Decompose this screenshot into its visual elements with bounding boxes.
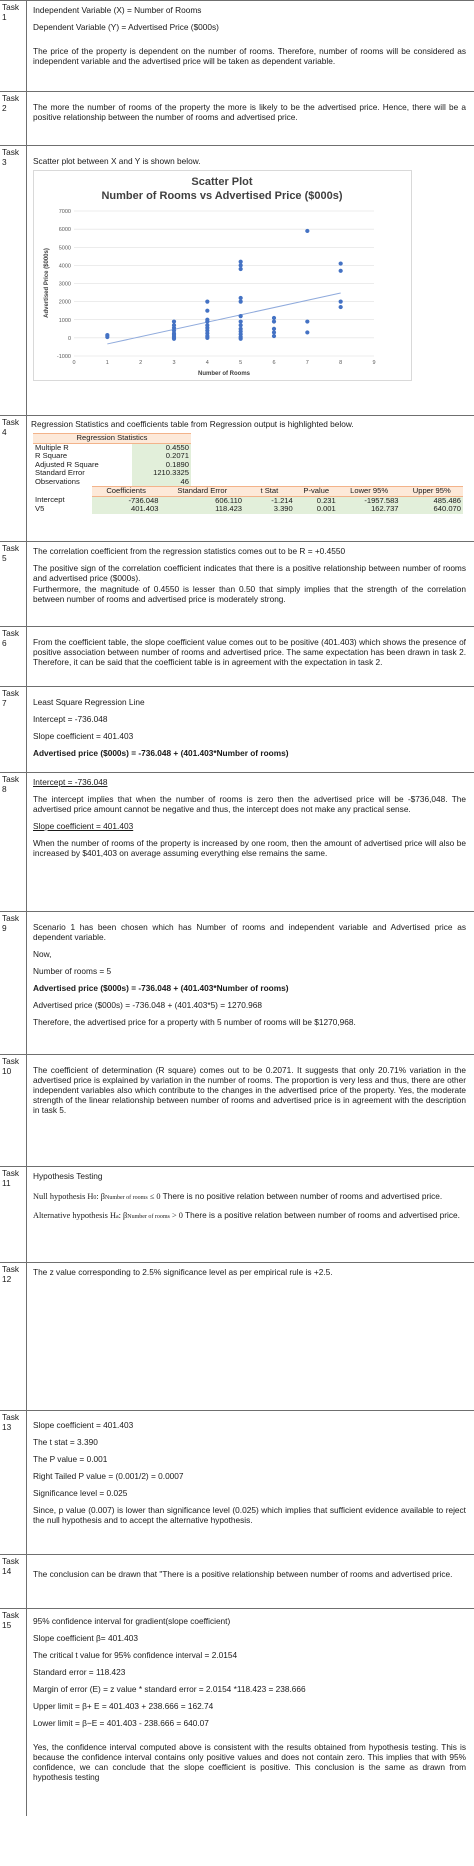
- task10-text: The coefficient of determination (R square) comes out to be 0.2071. It suggests that only 20.71% variation in the advertised price is explained by variation in the number of rooms. The proportion is very less and thus, there are other independent variables also which contribute to the changes in the advertised price of the property. Yes, the moderate strength of the linear relationship between number of rooms and advertised price is in agreement with the description in task 5.: [33, 1065, 466, 1115]
- data-point: [339, 261, 343, 265]
- data-point: [239, 337, 243, 341]
- slope-explanation: When the number of rooms of the property is increased by one room, then the amount of advertised price will also be increased by $401,403 on average assuming everything else remains the same.: [33, 838, 466, 858]
- alt-relation: > 0: [169, 1211, 183, 1220]
- data-point: [205, 309, 209, 313]
- chart-title: Scatter Plot: [191, 176, 253, 188]
- chart-subtitle: Number of Rooms vs Advertised Price ($000s): [101, 190, 343, 202]
- task4-text: Regression Statistics and coefficients table from Regression output is highlighted below.: [31, 419, 354, 429]
- stat-label: Adjusted R Square: [33, 461, 132, 470]
- data-point: [305, 229, 309, 233]
- task9-conclusion: Therefore, the advertised price for a property with 5 number of rooms will be $1270,968.: [33, 1017, 356, 1027]
- task-label: Task 15: [0, 1609, 27, 1816]
- task-label: Task 7: [0, 687, 27, 772]
- task-label: Task 5: [0, 542, 27, 626]
- stat-value: 1210.3325: [132, 469, 191, 478]
- coef-cell: 401.403: [92, 505, 161, 514]
- task-content: [27, 627, 474, 686]
- task3-text: Scatter plot between X and Y is shown below.: [33, 156, 201, 166]
- slope-heading: Slope coefficient = 401.403: [33, 821, 134, 831]
- task-label: Task 4: [0, 416, 27, 541]
- x-tick-label: 6: [272, 360, 276, 366]
- data-point: [305, 330, 309, 334]
- x-tick-label: 1: [105, 360, 109, 366]
- task-content: [27, 542, 474, 626]
- x-tick-label: 7: [305, 360, 309, 366]
- task15-l3: The critical t value for 95% confidence interval = 2.0154: [33, 1650, 238, 1660]
- null-prefix: Null hypothesis H: [33, 1192, 94, 1201]
- data-point: [272, 319, 276, 323]
- task-row-9: [0, 912, 474, 1055]
- task-content: [27, 146, 474, 415]
- alt-beta: : β: [118, 1211, 128, 1220]
- y-tick-label: 2000: [58, 299, 71, 306]
- y-axis-label: Advertised Price ($000s): [44, 248, 50, 318]
- scatter-svg: [34, 171, 411, 380]
- task14-text: The conclusion can be drawn that "There is a positive relationship between number of rooms and advertised price.: [33, 1569, 453, 1579]
- data-point: [172, 337, 176, 341]
- task-content: [27, 1411, 474, 1554]
- task1-explanation: The price of the property is dependent on the number of rooms. Therefore, number of rooms will be considered as independent variable and the advertised price will be taken as dependent variable.: [33, 46, 466, 66]
- stat-label: R Square: [33, 452, 132, 461]
- task15-l5: Margin of error (E) = z value * standard error = 2.0154 *118.423 = 238.666: [33, 1684, 306, 1694]
- alt-prefix: Alternative hypothesis H: [33, 1211, 116, 1220]
- task-label: Task 6: [0, 627, 27, 686]
- task-row-11: [0, 1167, 474, 1263]
- data-point: [205, 319, 209, 323]
- coef-header: t Stat: [244, 487, 295, 497]
- scatter-chart: [33, 170, 412, 381]
- null-subscript: 0: [93, 1195, 97, 1201]
- task-row-14: [0, 1555, 474, 1609]
- data-point: [105, 335, 109, 339]
- task15-l4: Standard error = 118.423: [33, 1667, 126, 1677]
- task5-p3: Furthermore, the magnitude of 0.4550 is lesser than 0.50 that simply implies that the strength of the correlation between number of rooms and advertised price is moderately strong.: [33, 584, 466, 604]
- task-row-8: [0, 773, 474, 912]
- coef-header: Upper 95%: [401, 487, 463, 497]
- chart-gridlines: [74, 211, 374, 356]
- task-content: [27, 912, 474, 1054]
- coef-cell: 606.110: [160, 496, 244, 505]
- intercept-heading: Intercept = -736.048: [33, 777, 108, 787]
- task15-l6: Upper limit = β+ E = 401.403 + 238.666 = 162.74: [33, 1701, 214, 1711]
- y-tick-label: 4000: [58, 263, 71, 270]
- coef-row-label: V5: [33, 505, 92, 514]
- x-tick-label: 5: [239, 360, 243, 366]
- x-tick-label: 2: [139, 360, 143, 366]
- alt-beta-subscript: Number of rooms: [127, 1214, 170, 1220]
- task-content: [27, 1167, 474, 1262]
- data-point: [205, 336, 209, 340]
- data-point: [339, 300, 343, 304]
- regression-equation: Advertised price ($000s) = -736.048 + (401.403*Number of rooms): [33, 748, 289, 758]
- coef-cell: -736.048: [92, 496, 161, 505]
- regression-statistics-table: [33, 433, 191, 486]
- y-tick-label: 6000: [58, 227, 71, 234]
- task-row-10: [0, 1055, 474, 1167]
- task-label: Task 12: [0, 1263, 27, 1410]
- coef-cell: 118.423: [160, 505, 244, 514]
- task13-l5: Significance level = 0.025: [33, 1488, 128, 1498]
- null-hypothesis: [33, 1191, 466, 1203]
- task9-p1: Scenario 1 has been chosen which has Number of rooms and independent variable and Advertised price as dependent variable.: [33, 922, 466, 942]
- null-description: There is no positive relation between number of rooms and advertised price.: [160, 1191, 443, 1201]
- data-point: [239, 323, 243, 327]
- intercept-explanation: The intercept implies that when the number of rooms is zero then the advertised price will be -$736,048. The advertised price amount cannot be negative and thus, the intercept does not make any practical sense.: [33, 794, 466, 814]
- task-row-5: [0, 542, 474, 627]
- task9-p3: Number of rooms = 5: [33, 966, 112, 976]
- null-beta: : β: [96, 1192, 105, 1201]
- task-content: [27, 687, 474, 772]
- task-row-1: [0, 0, 474, 92]
- task-label: Task 13: [0, 1411, 27, 1554]
- dependent-variable-line: Dependent Variable (Y) = Advertised Price ($000s): [33, 22, 219, 32]
- y-tick-label: -1000: [56, 354, 71, 360]
- data-point: [239, 300, 243, 304]
- trendline: [107, 293, 340, 344]
- alt-subscript: a: [115, 1214, 119, 1220]
- task-content: [27, 1, 474, 91]
- y-axis-ticks: [57, 209, 71, 360]
- coef-cell: -1.214: [244, 496, 295, 505]
- task9-p2: Now,: [33, 949, 52, 959]
- coef-header: Standard Error: [160, 487, 244, 497]
- stat-value: 0.1890: [132, 461, 191, 470]
- task13-l1: Slope coefficient = 401.403: [33, 1420, 134, 1430]
- task15-l1: 95% confidence interval for gradient(slope coefficient): [33, 1616, 231, 1626]
- data-point: [339, 305, 343, 309]
- task-row-3: [0, 146, 474, 416]
- task5-p2: The positive sign of the correlation coefficient indicates that there is a positive relationship between number of rooms and advertised price ($000s).: [33, 563, 466, 583]
- task-content: [27, 1055, 474, 1166]
- stat-label: Standard Error: [33, 469, 132, 478]
- task-label: Task 2: [0, 92, 27, 145]
- task-row-2: [0, 92, 474, 146]
- task12-text: The z value corresponding to 2.5% significance level as per empirical rule is +2.5.: [33, 1267, 333, 1277]
- data-point: [239, 314, 243, 318]
- task-content: [27, 1609, 474, 1816]
- task13-l4: Right Tailed P value = (0.001/2) = 0.0007: [33, 1471, 184, 1481]
- task9-calculation: Advertised price ($000s) = -736.048 + (401.403*5) = 1270.968: [33, 1000, 263, 1010]
- y-tick-label: 1000: [58, 317, 71, 324]
- task7-l2: Intercept = -736.048: [33, 714, 108, 724]
- task6-text: From the coefficient table, the slope coefficient value comes out to be positive (401.403) which shows the presence of positive association between number of rooms and advertised price. The same expectation has been drawn in task 2. Therefore, it can be said that the coefficient table is in agreement with the expectation in task 2.: [33, 637, 466, 667]
- coef-cell: 640.070: [401, 505, 463, 514]
- independent-variable-line: Independent Variable (X) = Number of Rooms: [33, 5, 202, 15]
- data-point: [172, 332, 176, 336]
- x-tick-label: 8: [339, 360, 343, 366]
- stat-value: 0.4550: [132, 443, 191, 452]
- data-point: [272, 316, 276, 320]
- task-label: Task 14: [0, 1555, 27, 1608]
- task-row-12: [0, 1263, 474, 1411]
- coef-cell: 0.231: [295, 496, 338, 505]
- data-point: [272, 327, 276, 331]
- data-point: [239, 263, 243, 267]
- task-row-4: [0, 416, 474, 542]
- coef-header: Coefficients: [92, 487, 161, 497]
- task-label: Task 8: [0, 773, 27, 911]
- task9-equation: Advertised price ($000s) = -736.048 + (401.403*Number of rooms): [33, 983, 289, 993]
- coef-row-label: Intercept: [33, 496, 92, 505]
- coefficients-table: [33, 486, 463, 514]
- alt-description: There is a positive relation between number of rooms and advertised price.: [182, 1210, 460, 1220]
- data-point: [272, 334, 276, 338]
- task7-l1: Least Square Regression Line: [33, 697, 145, 707]
- coef-cell: 0.001: [295, 505, 338, 514]
- task-content: [27, 1263, 474, 1410]
- data-point: [205, 300, 209, 304]
- task-content: [27, 773, 474, 911]
- task-row-15: [0, 1609, 474, 1816]
- stat-label: Multiple R: [33, 443, 132, 452]
- coef-cell: 162.737: [338, 505, 401, 514]
- task-content: [27, 92, 474, 145]
- data-point: [272, 330, 276, 334]
- y-tick-label: 5000: [58, 245, 71, 252]
- x-tick-label: 3: [172, 360, 176, 366]
- task-label: Task 3: [0, 146, 27, 415]
- y-tick-label: 3000: [58, 281, 71, 288]
- task13-l3: The P value = 0.001: [33, 1454, 108, 1464]
- data-points: [105, 229, 343, 341]
- x-tick-label: 9: [372, 360, 376, 366]
- x-axis-ticks: [72, 360, 375, 366]
- task7-l3: Slope coefficient = 401.403: [33, 731, 134, 741]
- x-axis-label: Number of Rooms: [197, 371, 251, 377]
- task-label: Task 11: [0, 1167, 27, 1262]
- task13-l6: Since, p value (0.007) is lower than significance level (0.025) which implies that sufficient evidence available to reject the null hypothesis and to accept the alternative hypothesis.: [33, 1505, 466, 1525]
- data-point: [239, 260, 243, 264]
- coef-header: Lower 95%: [338, 487, 401, 497]
- data-point: [172, 319, 176, 323]
- task15-l2: Slope coefficient β= 401.403: [33, 1633, 138, 1643]
- task-label: Task 10: [0, 1055, 27, 1166]
- task-content: [27, 416, 474, 541]
- data-point: [239, 267, 243, 271]
- regression-statistics-header: Regression Statistics: [33, 434, 191, 444]
- task-label: Task 1: [0, 1, 27, 91]
- stat-value: 0.2071: [132, 452, 191, 461]
- coef-cell: 485.486: [401, 496, 463, 505]
- null-beta-subscript: Number of rooms: [105, 1195, 148, 1201]
- task15-l7: Lower limit = β−E = 401.403 - 238.666 = 640.07: [33, 1718, 209, 1728]
- stat-label: Observations: [33, 478, 132, 487]
- task-row-13: [0, 1411, 474, 1555]
- x-tick-label: 4: [205, 360, 209, 366]
- alternative-hypothesis: [33, 1210, 466, 1222]
- data-point: [305, 319, 309, 323]
- trendline-path: [107, 293, 340, 344]
- task-row-7: [0, 687, 474, 773]
- data-point: [239, 296, 243, 300]
- y-tick-label: 7000: [58, 209, 71, 215]
- task-row-6: [0, 627, 474, 687]
- task-content: [27, 1555, 474, 1608]
- stat-value: 46: [132, 478, 191, 487]
- task13-l2: The t stat = 3.390: [33, 1437, 98, 1447]
- y-tick-label: 0: [67, 335, 71, 342]
- task-label: Task 9: [0, 912, 27, 1054]
- coef-cell: -1957.583: [338, 496, 401, 505]
- coef-header: P-value: [295, 487, 338, 497]
- null-relation: ≤ 0: [147, 1192, 161, 1201]
- data-point: [339, 269, 343, 273]
- task15-conclusion: Yes, the confidence interval computed above is consistent with the results obtained from hypothesis testing. This is because the confidence interval contains only positive values and does not contain zero. This implies that with 95% confidence, we can conclude that the slope coefficient is positive. This conclusion is the same as drawn from hypothesis testing: [33, 1742, 466, 1782]
- hypothesis-title: Hypothesis Testing: [33, 1171, 103, 1181]
- x-tick-label: 0: [72, 360, 76, 366]
- task2-text: The more the number of rooms of the property the more is likely to be the advertised price. Hence, there will be a positive relationship between the number of rooms and advertised price.: [33, 102, 466, 122]
- task5-p1: The correlation coefficient from the regression statistics comes out to be R = +0.4550: [33, 546, 346, 556]
- coef-cell: 3.390: [244, 505, 295, 514]
- data-point: [239, 319, 243, 323]
